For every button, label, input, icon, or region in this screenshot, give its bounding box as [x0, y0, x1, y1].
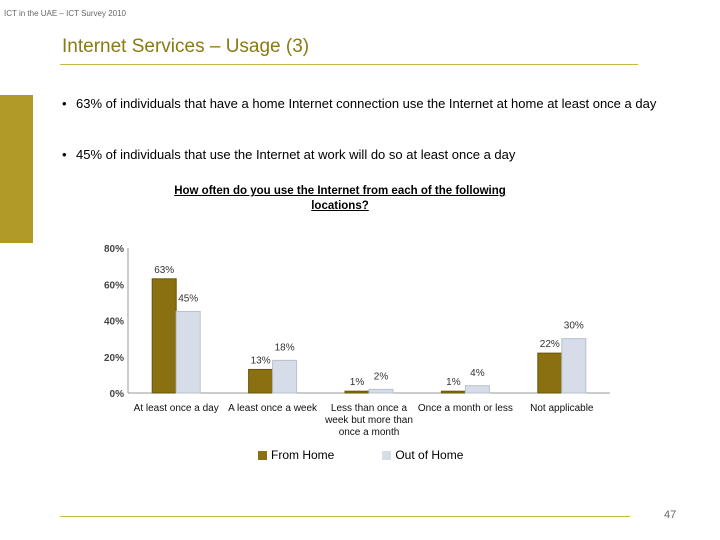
bar-from-home — [538, 353, 562, 393]
page-number: 47 — [664, 509, 677, 521]
data-label: 2% — [373, 371, 389, 383]
x-tick-label: Once a month or less — [417, 403, 513, 414]
bar-out-of-home — [562, 339, 586, 393]
legend-label: Out of Home — [395, 448, 464, 462]
bar-from-home — [345, 391, 369, 393]
data-label: 13% — [250, 355, 271, 367]
bullet-text: 45% of individuals that use the Internet at work will do so at least once a day — [76, 147, 516, 162]
bar-from-home — [249, 369, 273, 393]
x-tick-label: Less than once a — [330, 403, 408, 414]
bar-from-home — [441, 391, 465, 393]
bar-out-of-home — [465, 386, 489, 393]
y-tick-label: 80% — [103, 244, 124, 255]
x-tick-label: Not applicable — [530, 403, 594, 414]
data-label: 22% — [539, 339, 560, 351]
legend-item — [382, 448, 463, 462]
legend-swatch — [258, 451, 267, 460]
footer-divider — [60, 516, 630, 517]
slide-title: Internet Services – Usage (3) — [62, 36, 310, 57]
legend-label: From Home — [271, 448, 335, 462]
bar-out-of-home — [273, 360, 297, 393]
legend-item — [258, 448, 334, 462]
chart-legend — [258, 448, 463, 462]
bar-out-of-home — [176, 311, 200, 393]
data-label: 18% — [274, 342, 295, 354]
data-label: 1% — [349, 377, 365, 389]
chart-title: How often do you use the Internet from each of the following locations? — [174, 185, 506, 212]
bar-out-of-home — [369, 389, 393, 393]
x-tick-label: A least once a week — [228, 403, 318, 414]
legend-swatch — [382, 451, 391, 460]
x-tick-label: At least once a day — [133, 403, 219, 414]
y-tick-label: 40% — [103, 316, 124, 328]
y-tick-label: 0% — [109, 389, 124, 400]
data-label: 4% — [470, 367, 485, 379]
x-tick-label: week but more than — [325, 415, 413, 426]
data-label: 63% — [154, 264, 175, 276]
y-tick-label: 60% — [103, 280, 124, 292]
x-tick-label: once a month — [338, 427, 400, 438]
survey-header: ICT in the UAE – ICT Survey 2010 — [4, 9, 126, 18]
data-label: 30% — [563, 320, 584, 332]
bullet-dot: • — [62, 147, 67, 162]
bullet-dot: • — [62, 96, 67, 111]
bullet-text: 63% of individuals that have a home Internet connection use the Internet at home at least once a day — [76, 96, 657, 111]
data-label: 45% — [178, 293, 199, 305]
y-tick-label: 20% — [103, 352, 124, 364]
bar-from-home — [152, 279, 176, 393]
data-label: 1% — [446, 377, 461, 389]
